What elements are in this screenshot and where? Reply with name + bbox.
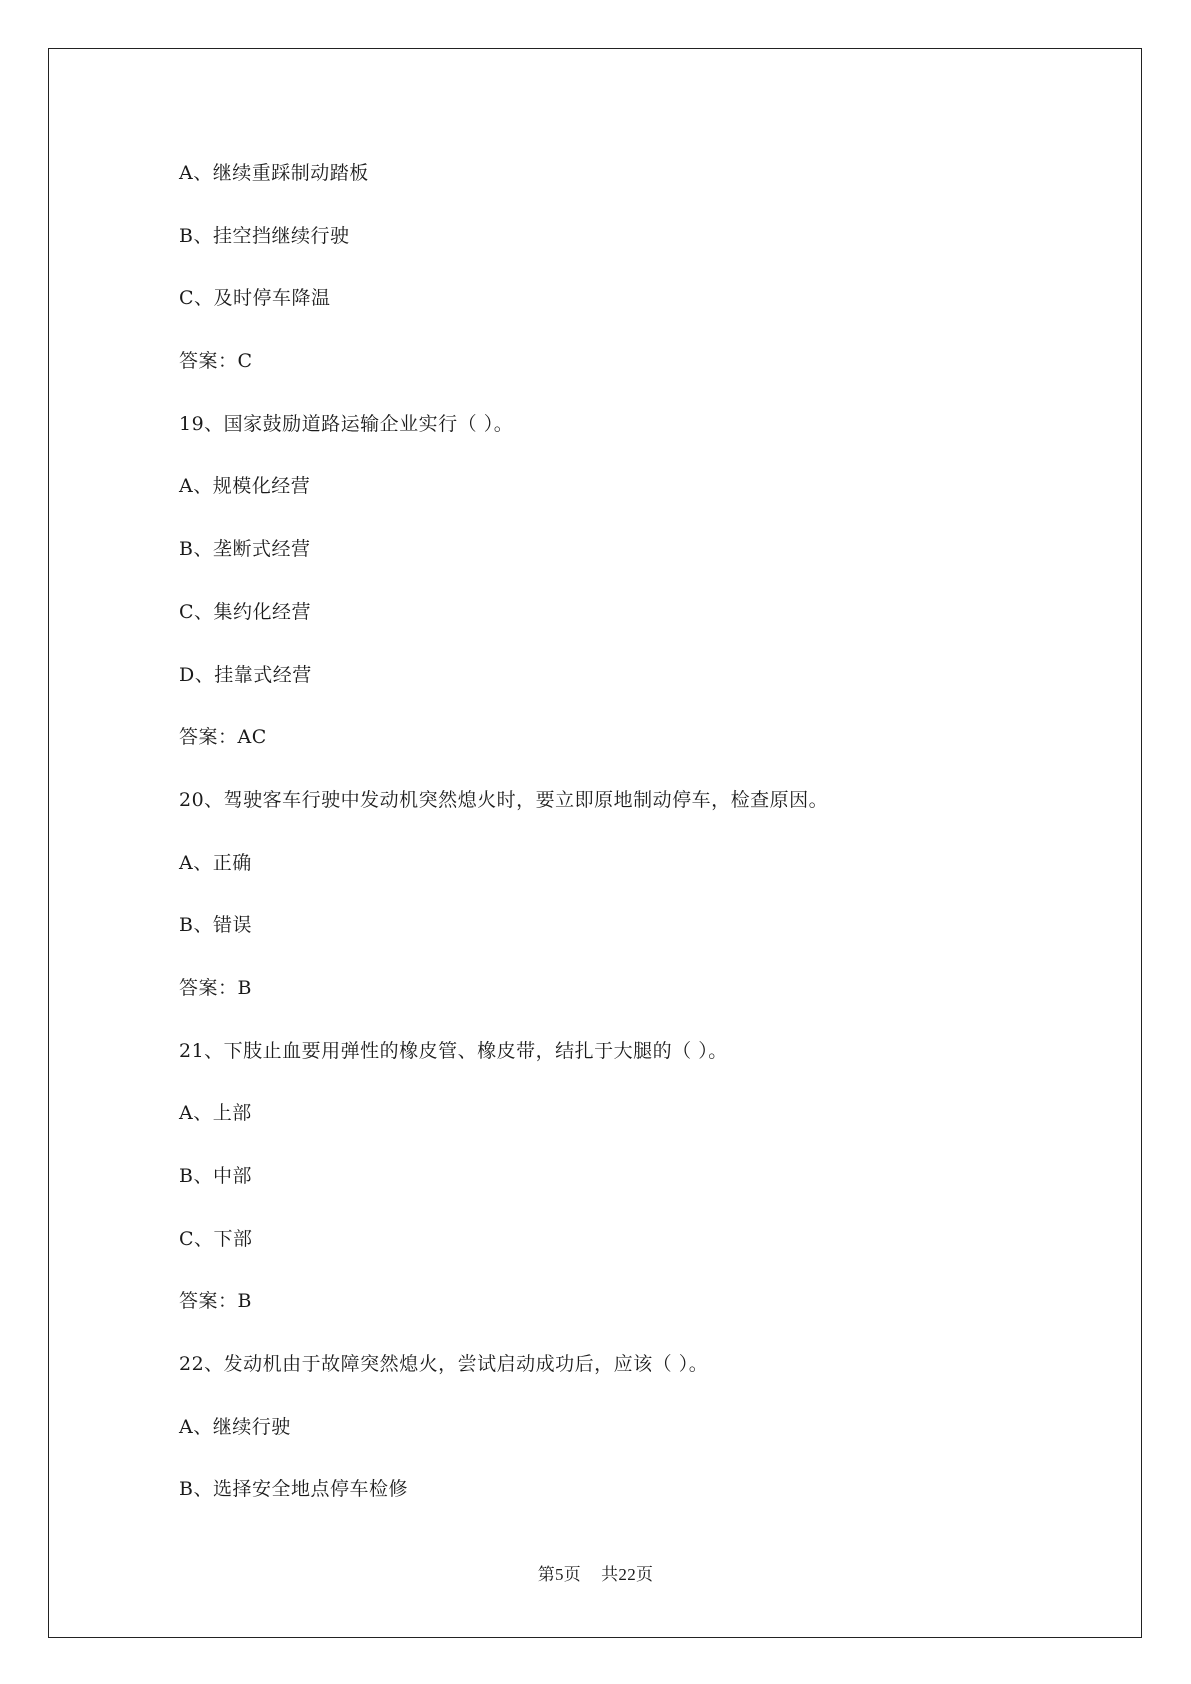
option-c: C、集约化经营 xyxy=(179,600,312,623)
option-b: B、垄断式经营 xyxy=(179,538,311,561)
page-number: 第5页 xyxy=(537,1565,582,1584)
question-19: 19、国家鼓励道路运输企业实行（ ）。 xyxy=(179,412,514,435)
option-b: B、中部 xyxy=(179,1165,252,1187)
option-d: D、挂靠式经营 xyxy=(179,663,312,686)
page-footer xyxy=(0,1560,1191,1585)
option-a: A、继续重踩制动踏板 xyxy=(179,162,369,184)
option-a: A、正确 xyxy=(179,851,252,874)
page-total: 共22页 xyxy=(601,1565,654,1584)
answer: 答案：C xyxy=(179,350,253,373)
option-c: C、下部 xyxy=(179,1227,253,1250)
option-c: C、及时停车降温 xyxy=(179,287,331,310)
answer: 答案：AC xyxy=(179,726,267,749)
question-20: 20、驾驶客车行驶中发动机突然熄火时，要立即原地制动停车，检查原因。 xyxy=(179,788,829,811)
question-21: 21、下肢止血要用弹性的橡皮管、橡皮带，结扎于大腿的（ ）。 xyxy=(179,1039,728,1062)
document-body xyxy=(179,160,1131,1539)
option-b: B、挂空挡继续行驶 xyxy=(179,224,350,247)
option-a: A、规模化经营 xyxy=(179,475,311,498)
question-22: 22、发动机由于故障突然熄火，尝试启动成功后，应该（ ）。 xyxy=(179,1353,709,1376)
option-a: A、继续行驶 xyxy=(179,1415,291,1438)
answer: 答案：B xyxy=(179,976,252,999)
option-b: B、选择安全地点停车检修 xyxy=(179,1478,408,1501)
answer: 答案：B xyxy=(179,1290,252,1313)
option-a: A、上部 xyxy=(179,1102,252,1125)
option-b: B、错误 xyxy=(179,914,252,937)
